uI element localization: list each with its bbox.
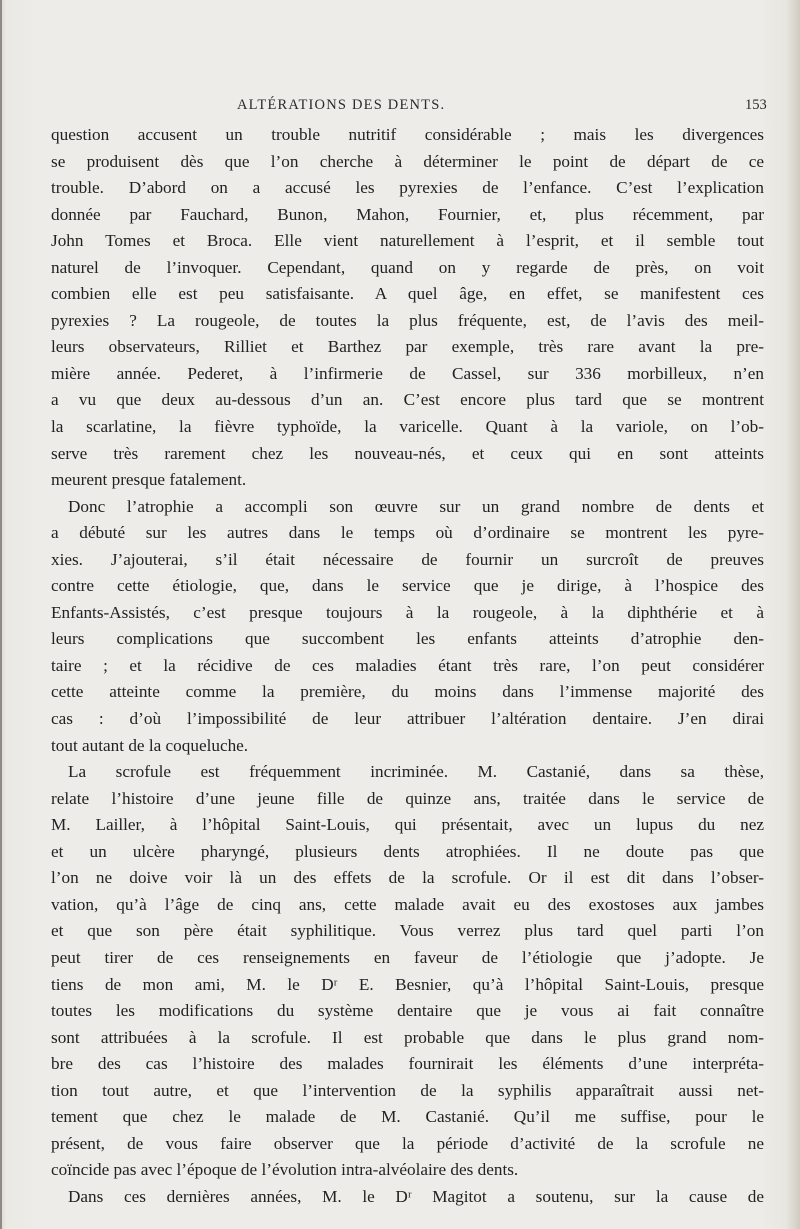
- text-line: et un ulcère pharyngé, plusieurs dents atrophiées. Il ne doute pas que: [51, 841, 764, 861]
- text-line: question accusent un trouble nutritif considérable ; mais les divergences: [51, 125, 764, 144]
- text-line: la scarlatine, la fièvre typhoïde, la varicelle. Quant à la variole, on l’ob-: [51, 417, 764, 437]
- text-line: serve très rarement chez les nouveau-nés, et ceux qui en sont atteints: [51, 443, 764, 463]
- text-line: tout autant de la coqueluche.: [51, 735, 249, 755]
- text-line: sont attribuées à la scrofule. Il est probable que dans le plus grand nom-: [51, 1027, 764, 1047]
- text-line: et que son père était syphilitique. Vous verrez plus tard quel parti l’on: [51, 921, 764, 941]
- text-line: trouble. D’abord on a accusé les pyrexies de l’enfance. C’est l’explication: [51, 178, 764, 198]
- text-line: leurs observateurs, Rilliet et Barthez par exemple, très rare avant la pre-: [51, 337, 764, 357]
- text-line: a débuté sur les autres dans le temps où d’ordinaire se montrent les pyre-: [51, 523, 764, 543]
- text-line: présent, de vous faire observer que la période d’activité de la scrofule ne: [51, 1133, 764, 1153]
- text-line: Donc l’atrophie a accompli son œuvre sur un grand nombre de dents et: [68, 496, 764, 516]
- text-line: contre cette étiologie, que, dans le service que je dirige, à l’hospice des: [51, 576, 764, 596]
- text-line: xies. J’ajouterai, s’il était nécessaire de fournir un surcroît de preuves: [51, 549, 764, 569]
- text-line: peut tirer de ces renseignements en faveur de l’étiologie que j’adopte. Je: [51, 947, 764, 967]
- running-title: ALTÉRATIONS DES DENTS.: [237, 97, 446, 113]
- text-line: taire ; et la récidive de ces maladies étant très rare, l’on peut considérer: [51, 655, 764, 675]
- page-number: 153: [745, 97, 767, 113]
- text-line: Dans ces dernières années, M. le Dʳ Magitot a soutenu, sur la cause de: [68, 1186, 764, 1206]
- text-line: relate l’histoire d’une jeune fille de quinze ans, traitée dans le service de: [51, 788, 764, 808]
- text-line: M. Lailler, à l’hôpital Saint-Louis, qui présentait, avec un lupus du nez: [51, 815, 764, 835]
- text-line: donnée par Fauchard, Bunon, Mahon, Fournier, et, plus récemment, par: [51, 204, 764, 224]
- text-line: a vu que deux au-dessous d’un an. C’est encore plus tard que se montrent: [51, 390, 764, 410]
- text-line: naturel de l’invoquer. Cependant, quand on y regarde de près, on voit: [51, 257, 764, 277]
- text-line: pyrexies ? La rougeole, de toutes la plus fréquente, est, de l’avis des meil-: [51, 310, 764, 330]
- text-line: l’on ne doive voir là un des effets de la scrofule. Or il est dit dans l’obser-: [51, 868, 764, 888]
- text-line: mière année. Pederet, à l’infirmerie de Cassel, sur 336 morbilleux, n’en: [51, 363, 764, 383]
- text-line: leurs complications que succombent les enfants atteints d’atrophie den-: [51, 629, 764, 649]
- text-line: La scrofule est fréquemment incriminée. M. Castanié, dans sa thèse,: [68, 762, 764, 782]
- running-header: [0, 97, 800, 117]
- text-line: combien elle est peu satisfaisante. A quel âge, en effet, se manifestent ces: [51, 284, 764, 304]
- text-line: toutes les modifications du système dentaire que je vous ai fait connaître: [51, 1001, 764, 1021]
- page-gutter-edge: [0, 0, 2, 1229]
- body-text: [51, 122, 764, 1210]
- text-line: tement que chez le malade de M. Castanié. Qu’il me suffise, pour le: [51, 1107, 764, 1127]
- text-line: Enfants-Assistés, c’est presque toujours à la rougeole, à la diphthérie et à: [51, 602, 764, 622]
- text-line: tion tout autre, et que l’intervention de la syphilis apparaîtrait aussi net-: [51, 1080, 764, 1100]
- text-line: se produisent dès que l’on cherche à déterminer le point de départ de ce: [51, 151, 764, 171]
- text-line: bre des cas l’histoire des malades fournirait les éléments d’une interpréta-: [51, 1054, 764, 1074]
- text-line: meurent presque fatalement.: [51, 470, 247, 490]
- text-line: coïncide pas avec l’époque de l’évolution intra-alvéolaire des dents.: [51, 1160, 519, 1180]
- text-line: cette atteinte comme la première, du moins dans l’immense majorité des: [51, 682, 764, 702]
- text-line: vation, qu’à l’âge de cinq ans, cette malade avait eu des exostoses aux jambes: [51, 894, 764, 914]
- text-line: cas : d’où l’impossibilité de leur attribuer l’altération dentaire. J’en dirai: [51, 709, 764, 729]
- text-line: John Tomes et Broca. Elle vient naturellement à l’esprit, et il semble tout: [51, 231, 764, 251]
- text-line: tiens de mon ami, M. le Dʳ E. Besnier, qu’à l’hôpital Saint-Louis, presque: [51, 974, 764, 994]
